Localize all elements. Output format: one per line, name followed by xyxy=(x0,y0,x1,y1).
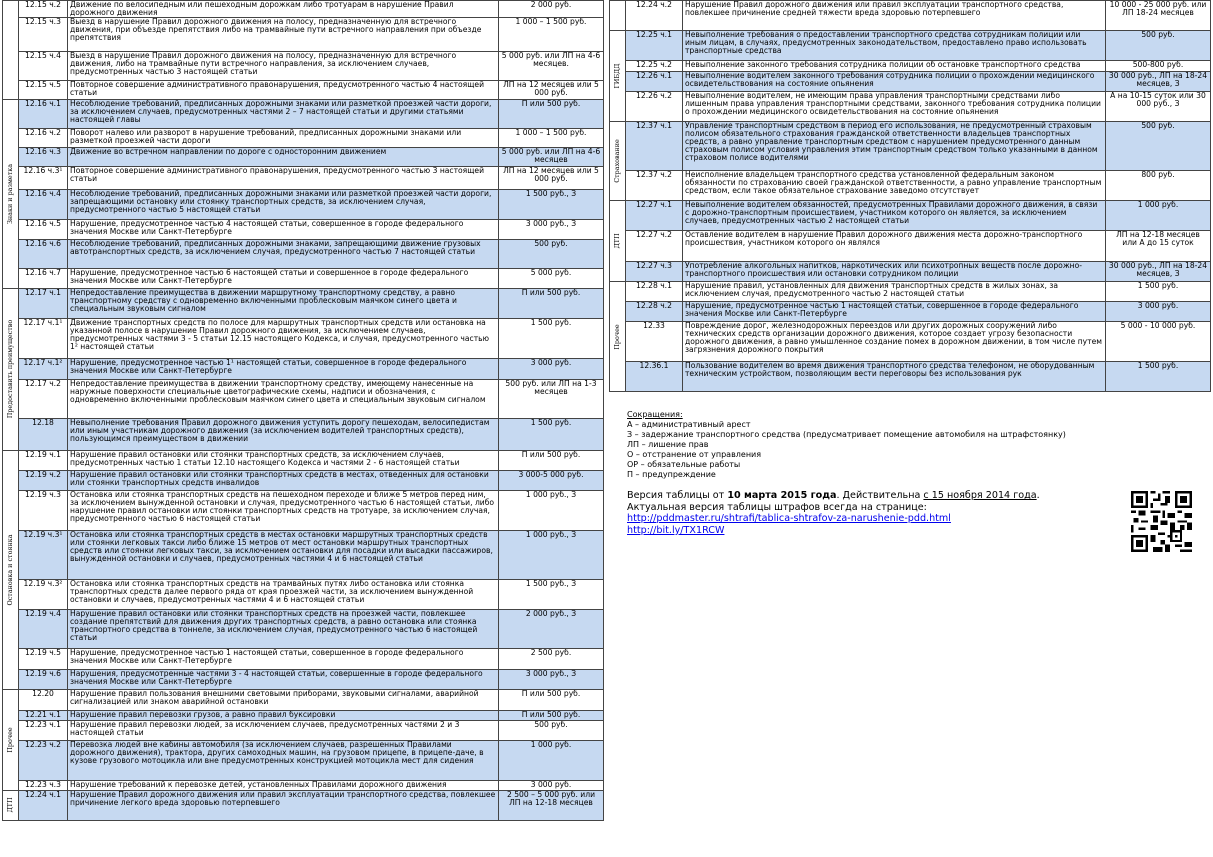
fine-amount: 30 000 руб., ЛП на 18-24 месяцев, З xyxy=(1106,72,1211,92)
fine-row xyxy=(3,669,604,689)
violation-description: Нарушение, предусмотренное частью 1¹ настоящей статьи, совершенное в городе федерального значения Москве или Санкт-Петербурге xyxy=(68,358,499,379)
section-label-text: Остановка и стоянка xyxy=(5,534,14,606)
fine-row xyxy=(3,51,604,80)
fine-row xyxy=(3,579,604,609)
article-code: 12.16 ч.1 xyxy=(19,99,68,128)
section-label-text: ДТП xyxy=(612,233,621,249)
article-code: 12.19 ч.2 xyxy=(19,470,68,490)
fine-amount: 1 000 руб. xyxy=(499,740,604,780)
fine-amount: 5 000 - 10 000 руб. xyxy=(1106,322,1211,362)
section-label xyxy=(610,201,626,282)
fine-amount: П или 500 руб. xyxy=(499,99,604,128)
fine-amount: 10 000 - 25 000 руб. или ЛП 18-24 месяцев xyxy=(1106,1,1211,31)
page-link[interactable]: http://pddmaster.ru/shtrafi/tablica-shtrafov-za-narushenie-pdd.html xyxy=(627,513,951,525)
violation-description: Движение по велосипедным или пешеходным дорожкам либо тротуарам в нарушение Правил дорожного движения xyxy=(68,1,499,18)
violation-description: Нарушение правил пользования внешними световыми приборами, звуковыми сигналами, аварийной сигнализацией или знаком аварийной остановки xyxy=(68,689,499,710)
article-code: 12.33 xyxy=(626,322,683,362)
fine-amount: 1 000 руб., З xyxy=(499,490,604,530)
article-code: 12.19 ч.3¹ xyxy=(19,530,68,579)
article-code: 12.16 ч.3¹ xyxy=(19,166,68,189)
violation-description: Невыполнение законного требования сотрудника полиции об остановке транспортного средства xyxy=(683,61,1106,72)
violation-description: Остановка или стоянка транспортных средств на трамвайных путях либо остановка или стоянка транспортных средств далее первого ряда от края проезжей части, за исключением вынужденной остановки и случаев, предусмотренных частями 4 и 6 настоящей статьи xyxy=(68,579,499,609)
violation-description: Нарушение правил перевозки людей, за исключением случаев, предусмотренных частями 2 и 3 настоящей статьи xyxy=(68,720,499,740)
section-label xyxy=(3,99,19,288)
article-code: 12.25 ч.2 xyxy=(626,61,683,72)
violation-description: Движение во встречном направлении по дороге с односторонним движением xyxy=(68,147,499,166)
article-code: 12.36.1 xyxy=(626,362,683,392)
section-label xyxy=(610,31,626,122)
section-label xyxy=(3,790,19,820)
article-code: 12.20 xyxy=(19,689,68,710)
fine-amount: 30 000 руб., ЛП на 18-24 месяцев, З xyxy=(1106,262,1211,282)
fine-amount: 500 руб. xyxy=(1106,122,1211,171)
abbreviation-item: ОР – обязательные работы xyxy=(627,460,741,469)
article-code: 12.37 ч.1 xyxy=(626,122,683,171)
violation-description: Невыполнение требования о предоставлении транспортного средства сотрудникам полиции или иным лицам, в случаях, предусмотренных законодательством, предоставлено право использовать транспортные средства xyxy=(683,31,1106,61)
article-code: 12.19 ч.6 xyxy=(19,669,68,689)
violation-description: Нарушение, предусмотренное частью 4 настоящей статьи, совершенное в городе федерального значения Москве или Санкт-Петербурге xyxy=(68,219,499,239)
fine-row xyxy=(3,17,604,51)
article-code: 12.27 ч.3 xyxy=(626,262,683,282)
violation-description: Невыполнение водителем, не имеющим права управления транспортными средствами либо лишенным права управления транспортными средствами, законного требования сотрудника полиции о прохождении медицинского освидетельствования на состояние опьянения xyxy=(683,92,1106,122)
fine-amount: 3 000-5 000 руб. xyxy=(499,470,604,490)
fine-amount: 500 руб. xyxy=(499,239,604,268)
violation-description: Нарушение Правил дорожного движения или правил эксплуатации транспортного средства, повлекшее причинение легкого вреда здоровью потерпевшего xyxy=(68,790,499,820)
fine-row xyxy=(610,362,1211,392)
violation-description: Пользование водителем во время движения транспортного средства телефоном, не оборудованным техническим устройством, позволяющим вести переговоры без использования рук xyxy=(683,362,1106,392)
violation-description: Нарушение, предусмотренное частью 1 настоящей статьи, совершенное в городе федерального значения Москве или Санкт-Петербурге xyxy=(683,302,1106,322)
fine-amount: 5 000 руб. xyxy=(499,268,604,288)
fine-row xyxy=(3,239,604,268)
fine-amount: 1 500 руб., З xyxy=(499,579,604,609)
fine-row xyxy=(3,530,604,579)
fine-row xyxy=(3,1,604,18)
fine-row xyxy=(3,609,604,648)
violation-description: Перевозка людей вне кабины автомобиля (за исключением случаев, разрешенных Правилами дорожного движения), трактора, других самоходных машин, на грузовом прицепе, в прицепе-даче, в кузове грузового мотоцикла или вне предусмотренных конструкцией мотоцикла мест для сидения xyxy=(68,740,499,780)
fine-row xyxy=(610,201,1211,231)
abbreviation-item: ЛП – лишение прав xyxy=(627,440,709,449)
violation-description: Непредоставление преимущества в движении транспортному средству, имеющему нанесенные на наружные поверхности специальные цветографические схемы, надписи и обозначения, с одновременно включенными проблесковым маячком синего цвета и специальным звуковым сигналом xyxy=(68,379,499,418)
fine-row xyxy=(3,189,604,219)
fine-row xyxy=(3,490,604,530)
fine-row xyxy=(610,122,1211,171)
article-code: 12.16 ч.2 xyxy=(19,128,68,147)
fine-row xyxy=(3,418,604,450)
violation-description: Нарушение требований к перевозке детей, установленных Правилами дорожного движения xyxy=(68,780,499,790)
fine-amount: 3 000 руб. xyxy=(1106,302,1211,322)
violation-description: Остановка или стоянка транспортных средств на пешеходном переходе и ближе 5 метров перед ним, за исключением вынужденной остановки и случая, предусмотренного частью 6 настоящей статьи, либо нарушение правил остановки или стоянки транспортных средств на тротуаре, за исключением случая, предусмотренного частью 6 настоящей статьи xyxy=(68,490,499,530)
fine-row xyxy=(3,450,604,470)
fines-table-left xyxy=(2,0,604,821)
violation-description: Употребление алкогольных напитков, наркотических или психотропных веществ после дорожно-транспортного происшествия или остановки сотрудником полиции xyxy=(683,262,1106,282)
violation-description: Выезд в нарушение Правил дорожного движения на полосу, предназначенную для встречного движения, при объезде препятствия либо на трамвайные пути встречного направления при объезде препятствия xyxy=(68,17,499,51)
abbreviation-item: П – предупреждение xyxy=(627,470,716,479)
article-code: 12.19 ч.5 xyxy=(19,648,68,669)
fine-amount: 3 000 руб., З xyxy=(499,219,604,239)
article-code: 12.27 ч.1 xyxy=(626,201,683,231)
abbreviation-item: З – задержание транспортного средства (предусматривает помещение автомобиля на штрафстоянку) xyxy=(627,430,1066,439)
violation-description: Неисполнение владельцем транспортного средства установленной федеральным законом обязанности по страхованию своей гражданской ответственности, а равно управление транспортным средством, если такое обязательное страхование заведомо отсутствует xyxy=(683,171,1106,201)
fine-row xyxy=(3,720,604,740)
fine-row xyxy=(3,740,604,780)
violation-description: Выезд в нарушение Правил дорожного движения на полосу, предназначенную для встречного движения, либо на трамвайные пути встречного направления, за исключением случаев, предусмотренных частью 3 настоящей статьи xyxy=(68,51,499,80)
fine-amount: 500 руб. или ЛП на 1-3 месяцев xyxy=(499,379,604,418)
violation-description: Повторное совершение административного правонарушения, предусмотренного частью 3 настоящей статьи xyxy=(68,166,499,189)
article-code: 12.15 ч.2 xyxy=(19,1,68,18)
fine-amount: А на 10-15 суток или 30 000 руб., З xyxy=(1106,92,1211,122)
qr-code-icon xyxy=(1131,491,1192,552)
fine-amount: 1 500 руб. xyxy=(499,318,604,358)
violation-description: Остановка или стоянка транспортных средств в местах остановки маршрутных транспортных средств или стоянки легковых такси либо ближе 15 метров от мест остановки маршрутных транспортных средств или стоянки легковых такси, за исключением остановки для посадки или высадки пассажиров, вынужденной остановки и случаев, предусмотренных частями 4 и 6 настоящей статьи xyxy=(68,530,499,579)
article-code: 12.16 ч.5 xyxy=(19,219,68,239)
article-code: 12.23 ч.3 xyxy=(19,780,68,790)
section-label xyxy=(3,1,19,100)
fine-amount: 1 000 руб., З xyxy=(499,530,604,579)
fine-amount: П или 500 руб. xyxy=(499,288,604,318)
fine-row xyxy=(3,166,604,189)
violation-description: Нарушение Правил дорожного движения или правил эксплуатации транспортного средства, повлекшее причинение средней тяжести вреда здоровью потерпевшего xyxy=(683,1,1106,31)
article-code: 12.16 ч.3 xyxy=(19,147,68,166)
fine-row xyxy=(610,1,1211,31)
fine-row xyxy=(3,790,604,820)
article-code: 12.23 ч.2 xyxy=(19,740,68,780)
violation-description: Нарушение правил перевозки грузов, а равно правил буксировки xyxy=(68,710,499,720)
article-code: 12.15 ч.5 xyxy=(19,80,68,99)
fine-row xyxy=(3,288,604,318)
article-code: 12.19 ч.1 xyxy=(19,450,68,470)
fine-amount: П или 500 руб. xyxy=(499,689,604,710)
violation-description: Нарушения, предусмотренные частями 3 - 4 настоящей статьи, совершенные в городе федерального значения Москве или Санкт-Петербурге xyxy=(68,669,499,689)
violation-description: Нарушение правил остановки или стоянки транспортных средств, за исключением случаев, предусмотренных частью 1 статьи 12.10 настоящего Кодекса и частями 2 - 6 настоящей статьи xyxy=(68,450,499,470)
version-line: Версия таблицы от 10 марта 2015 года. Действительна с 15 ноября 2014 года. xyxy=(627,490,1040,501)
article-code: 12.23 ч.1 xyxy=(19,720,68,740)
article-code: 12.17 ч.1² xyxy=(19,358,68,379)
fine-row xyxy=(610,322,1211,362)
fine-amount: 1 500 руб., З xyxy=(499,189,604,219)
violation-description: Несоблюдение требований, предписанных дорожными знаками или разметкой проезжей части дороги, за исключением случаев, предусмотренных частями 2 – 7 настоящей статьи и другими статьями настоящей главы xyxy=(68,99,499,128)
fine-amount: 2 000 руб. xyxy=(499,1,604,18)
violation-description: Управление транспортным средством в период его использования, не предусмотренный страховым полисом обязательного страхования гражданской ответственности владельцев транспортных средств, а равно управление транспортным средством с нарушением предусмотренного данным страховым полисом условия управления этим транспортным средством только указанными в данном страховом полисе водителями xyxy=(683,122,1106,171)
violation-description: Несоблюдение требований, предписанных дорожными знаками или разметкой проезжей части дороги, запрещающими остановку или стоянку транспортных средств, за исключением случая, предусмотренного частью 5 настоящей статьи xyxy=(68,189,499,219)
section-label-text: ГИБДД xyxy=(612,63,621,89)
article-code: 12.25 ч.1 xyxy=(626,31,683,61)
fine-row xyxy=(3,128,604,147)
section-label xyxy=(3,450,19,689)
section-label xyxy=(3,689,19,790)
fine-amount: ЛП на 12 месяцев или 5 000 руб. xyxy=(499,166,604,189)
fine-amount: 1 000 – 1 500 руб. xyxy=(499,128,604,147)
section-label-text: Прочее xyxy=(612,323,621,350)
fine-row xyxy=(3,379,604,418)
section-label xyxy=(3,288,19,450)
article-code: 12.18 xyxy=(19,418,68,450)
fine-row xyxy=(3,219,604,239)
article-code: 12.28 ч.2 xyxy=(626,302,683,322)
fine-row xyxy=(610,302,1211,322)
fine-row xyxy=(610,31,1211,61)
article-code: 12.15 ч.4 xyxy=(19,51,68,80)
article-code: 12.17 ч.1 xyxy=(19,288,68,318)
fine-row xyxy=(610,231,1211,262)
abbreviation-item: А – административный арест xyxy=(627,420,751,429)
article-code: 12.26 ч.1 xyxy=(626,72,683,92)
section-label-text: ДТП xyxy=(5,797,14,813)
fine-row xyxy=(3,147,604,166)
fine-amount: 1 500 руб. xyxy=(1106,362,1211,392)
fine-amount: 1 000 руб. xyxy=(1106,201,1211,231)
violation-description: Несоблюдение требований, предписанных дорожными знаками, запрещающими движение грузовых автотранспортных средств, за исключением случая, предусмотренного частью 7 настоящей статьи xyxy=(68,239,499,268)
fine-amount: 500-800 руб. xyxy=(1106,61,1211,72)
article-code: 12.28 ч.1 xyxy=(626,282,683,302)
fine-amount: 800 руб. xyxy=(1106,171,1211,201)
abbreviations-heading: Сокращения: xyxy=(627,410,683,419)
fine-row xyxy=(3,268,604,288)
fine-amount: 2 500 руб. xyxy=(499,648,604,669)
article-code: 12.21 ч.1 xyxy=(19,710,68,720)
section-label-text: Знаки и разметка xyxy=(5,163,14,224)
fine-amount: 5 000 руб. или ЛП на 4-6 месяцев xyxy=(499,147,604,166)
article-code: 12.19 ч.3 xyxy=(19,490,68,530)
fine-row xyxy=(3,780,604,790)
article-code: 12.24 ч.2 xyxy=(626,1,683,31)
violation-description: Оставление водителем в нарушение Правил дорожного движения места дорожно-транспортного происшествия, участником которого он являлся xyxy=(683,231,1106,262)
fine-row xyxy=(3,80,604,99)
fine-amount: 5 000 руб. или ЛП на 4-6 месяцев. xyxy=(499,51,604,80)
version-info xyxy=(627,490,1040,536)
violation-description: Нарушение правил, установленных для движения транспортных средств в жилых зонах, за исключением случая, предусмотренного частью 2 настоящей статьи xyxy=(683,282,1106,302)
fine-amount: 2 500 – 5 000 руб. или ЛП на 12-18 месяцев xyxy=(499,790,604,820)
fine-amount: 1 000 – 1 500 руб. xyxy=(499,17,604,51)
fine-amount: 1 500 руб. xyxy=(499,418,604,450)
article-code: 12.16 ч.7 xyxy=(19,268,68,288)
section-label-text: Прочее xyxy=(5,727,14,753)
violation-description: Нарушение правил остановки или стоянки транспортных средств в местах, отведенных для остановки или стоянки транспортных средств инвалидов xyxy=(68,470,499,490)
article-code: 12.15 ч.3 xyxy=(19,17,68,51)
violation-description: Нарушение, предусмотренное частью 1 настоящей статьи, совершенное в городе федерального значения Москве или Санкт-Петербурге xyxy=(68,648,499,669)
fine-row xyxy=(610,282,1211,302)
article-code: 12.17 ч.1¹ xyxy=(19,318,68,358)
article-code: 12.37 ч.2 xyxy=(626,171,683,201)
abbreviations xyxy=(627,410,1066,480)
version-date: 10 марта 2015 года xyxy=(727,490,837,501)
fine-row xyxy=(3,648,604,669)
article-code: 12.16 ч.6 xyxy=(19,239,68,268)
fine-amount: 500 руб. xyxy=(1106,31,1211,61)
article-code: 12.24 ч.1 xyxy=(19,790,68,820)
short-link[interactable]: http://bit.ly/TX1RCW xyxy=(627,524,725,536)
section-label-text: Страхование xyxy=(612,139,621,183)
valid-from: с 15 ноября 2014 года xyxy=(923,490,1037,501)
fine-row xyxy=(3,470,604,490)
fine-amount: ЛП на 12-18 месяцев или А до 15 суток xyxy=(1106,231,1211,262)
fine-amount: 2 000 руб., З xyxy=(499,609,604,648)
article-code: 12.19 ч.4 xyxy=(19,609,68,648)
violation-description: Невыполнение требования Правил дорожного движения уступить дорогу пешеходам, велосипедистам или иным участникам дорожного движения (за исключением водителей транспортных средств), пользующимся преимуществом в движении xyxy=(68,418,499,450)
violation-description: Повторное совершение административного правонарушения, предусмотренного частью 4 настоящей статьи xyxy=(68,80,499,99)
violation-description: Нарушение, предусмотренное частью 6 настоящей статьи и совершенное в городе федерального значения Москве или Санкт-Петербурге xyxy=(68,268,499,288)
violation-description: Движение транспортных средств по полосе для маршрутных транспортных средств или остановка на указанной полосе в нарушение Правил дорожного движения, за исключением случаев, предусмотренных частями 3 - 5 статьи 12.15 настоящего Кодекса, и случая, предусмотренного частью 1² настоящей статьи xyxy=(68,318,499,358)
violation-description: Нарушение правил остановки или стоянки транспортных средств на проезжей части, повлекшее создание препятствий для движения других транспортных средств, а равно остановка или стоянка транспортного средства в тоннеле, за исключением случая, предусмотренного частью 6 настоящей статьи xyxy=(68,609,499,648)
violation-description: Невыполнение водителем законного требования сотрудника полиции о прохождении медицинского освидетельствования на состояние опьянения xyxy=(683,72,1106,92)
article-code: 12.26 ч.2 xyxy=(626,92,683,122)
fine-row xyxy=(3,99,604,128)
fine-amount: П или 500 руб. xyxy=(499,710,604,720)
actual-version-note: Актуальная версия таблицы штрафов всегда на странице: xyxy=(627,501,927,513)
fines-table-right xyxy=(609,0,1211,392)
fine-amount: П или 500 руб. xyxy=(499,450,604,470)
fine-amount: ЛП на 12 месяцев или 5 000 руб. xyxy=(499,80,604,99)
fine-amount: 3 000 руб., З xyxy=(499,669,604,689)
fine-row xyxy=(610,72,1211,92)
fine-amount: 3 000 руб. xyxy=(499,358,604,379)
fine-row xyxy=(3,689,604,710)
fine-amount: 3 000 руб. xyxy=(499,780,604,790)
fine-row xyxy=(610,92,1211,122)
fine-row xyxy=(610,171,1211,201)
violation-description: Поворот налево или разворот в нарушение требований, предписанных дорожными знаками или разметкой проезжей части дороги xyxy=(68,128,499,147)
article-code: 12.19 ч.3² xyxy=(19,579,68,609)
violation-description: Повреждение дорог, железнодорожных переездов или других дорожных сооружений либо технических средств организации дорожного движения, которое создает угрозу безопасности дорожного движения, а равно умышленное создание помех в дорожном движении, в том числе путем загрязнения дорожного покрытия xyxy=(683,322,1106,362)
article-code: 12.17 ч.2 xyxy=(19,379,68,418)
fine-amount: 1 500 руб. xyxy=(1106,282,1211,302)
section-label xyxy=(610,1,626,31)
fine-row xyxy=(610,262,1211,282)
fine-row xyxy=(3,358,604,379)
violation-description: Невыполнение водителем обязанностей, предусмотренных Правилами дорожного движения, в связи с дорожно-транспортным происшествием, участником которого он является, за исключением случаев, предусмотренных частью 2 настоящей статьи xyxy=(683,201,1106,231)
fine-row xyxy=(3,710,604,720)
fine-row xyxy=(610,61,1211,72)
fine-row xyxy=(3,318,604,358)
abbreviation-item: О – отстранение от управления xyxy=(627,450,762,459)
section-label xyxy=(610,122,626,201)
section-label xyxy=(610,282,626,392)
article-code: 12.16 ч.4 xyxy=(19,189,68,219)
fine-amount: 500 руб. xyxy=(499,720,604,740)
article-code: 12.27 ч.2 xyxy=(626,231,683,262)
violation-description: Непредоставление преимущества в движении маршрутному транспортному средству, а равно транспортному средству с одновременно включенными проблесковым маячком синего цвета и специальным звуковым сигналом xyxy=(68,288,499,318)
section-label-text: Предоставить преимущество xyxy=(5,320,14,419)
